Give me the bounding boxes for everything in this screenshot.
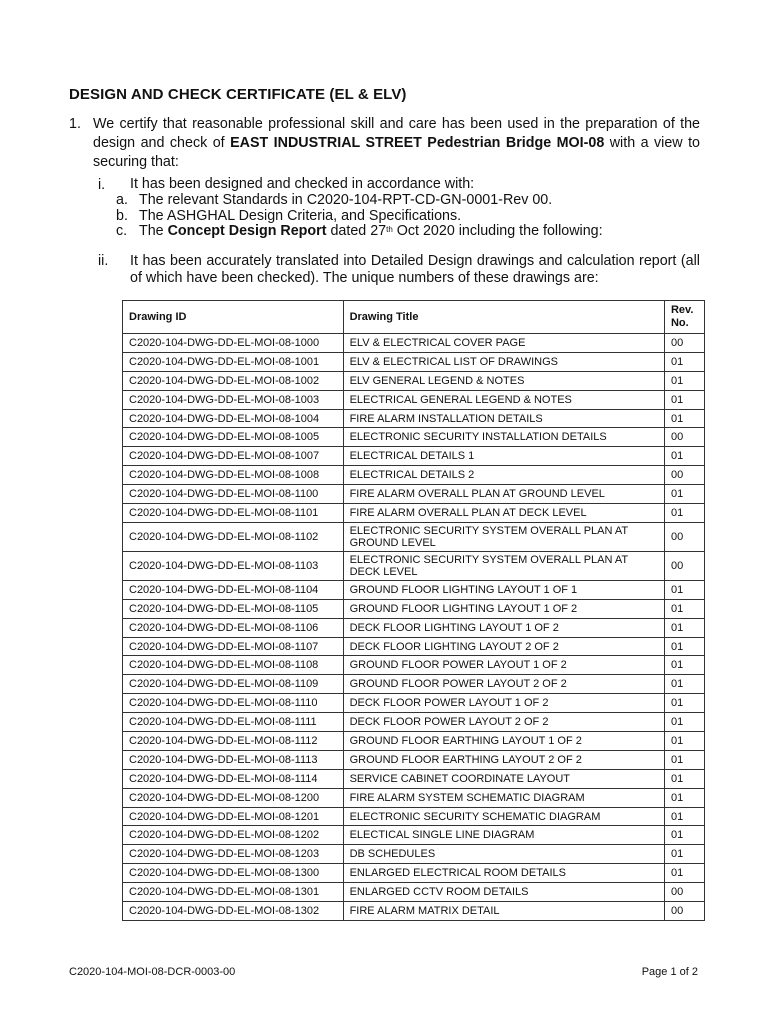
drawing-title-cell: ELV GENERAL LEGEND & NOTES	[343, 371, 664, 390]
table-row	[123, 428, 705, 447]
rev-no-cell: 00	[664, 428, 704, 447]
drawing-id-cell: C2020-104-DWG-DD-EL-MOI-08-1002	[123, 371, 344, 390]
table-row	[123, 522, 705, 551]
drawing-id-cell: C2020-104-DWG-DD-EL-MOI-08-1105	[123, 599, 344, 618]
table-row	[123, 599, 705, 618]
item-i-text: It has been designed and checked in accordance with:	[130, 176, 475, 192]
item-i-number: i.	[98, 177, 106, 193]
table-row	[123, 902, 705, 921]
drawing-title-cell: ENLARGED CCTV ROOM DETAILS	[343, 883, 664, 902]
table-row	[123, 769, 705, 788]
rev-no-cell: 00	[664, 466, 704, 485]
table-row	[123, 675, 705, 694]
rev-no-cell: 01	[664, 352, 704, 371]
table-row	[123, 826, 705, 845]
paragraph-number: 1.	[69, 116, 81, 132]
item-ii-number: ii.	[98, 253, 109, 269]
drawing-title-cell: GROUND FLOOR LIGHTING LAYOUT 1 OF 2	[343, 599, 664, 618]
table-row	[123, 713, 705, 732]
drawing-id-cell: C2020-104-DWG-DD-EL-MOI-08-1005	[123, 428, 344, 447]
drawing-id-cell: C2020-104-DWG-DD-EL-MOI-08-1001	[123, 352, 344, 371]
table-row	[123, 732, 705, 751]
table-row	[123, 580, 705, 599]
rev-no-cell: 01	[664, 845, 704, 864]
paragraph-text-end: with a view to securing that:	[93, 135, 700, 170]
table-row	[123, 551, 705, 580]
drawing-id-cell: C2020-104-DWG-DD-EL-MOI-08-1101	[123, 504, 344, 523]
report-name: Concept Design Report	[167, 223, 327, 239]
list-item-b: The ASHGHAL Design Criteria, and Specifications.	[139, 207, 462, 224]
drawing-id-cell: C2020-104-DWG-DD-EL-MOI-08-1300	[123, 864, 344, 883]
page-title: DESIGN AND CHECK CERTIFICATE (EL & ELV)	[69, 86, 407, 103]
drawing-id-cell: C2020-104-DWG-DD-EL-MOI-08-1103	[123, 551, 344, 580]
rev-no-cell: 01	[664, 504, 704, 523]
list-item-c-pre: The	[139, 223, 168, 239]
drawing-title-cell: ELECTRICAL DETAILS 1	[343, 447, 664, 466]
rev-no-cell: 01	[664, 580, 704, 599]
table-row	[123, 750, 705, 769]
table-row	[123, 447, 705, 466]
header-drawing-title: Drawing Title	[343, 301, 664, 334]
rev-no-cell: 01	[664, 675, 704, 694]
header-drawing-id: Drawing ID	[123, 301, 344, 334]
table-row	[123, 334, 705, 353]
drawing-title-cell: GROUND FLOOR LIGHTING LAYOUT 1 OF 1	[343, 580, 664, 599]
drawing-id-cell: C2020-104-DWG-DD-EL-MOI-08-1109	[123, 675, 344, 694]
drawings-table	[122, 300, 705, 921]
list-letter-a: a.	[116, 192, 128, 208]
rev-no-cell: 01	[664, 485, 704, 504]
table-header-row	[123, 301, 705, 334]
drawing-title-cell: ELECTRICAL DETAILS 2	[343, 466, 664, 485]
rev-no-cell: 01	[664, 694, 704, 713]
table-row	[123, 618, 705, 637]
drawing-id-cell: C2020-104-DWG-DD-EL-MOI-08-1203	[123, 845, 344, 864]
drawing-title-cell: SERVICE CABINET COORDINATE LAYOUT	[343, 769, 664, 788]
date-suffix: th	[386, 225, 393, 234]
drawing-id-cell: C2020-104-DWG-DD-EL-MOI-08-1202	[123, 826, 344, 845]
drawing-title-cell: DB SCHEDULES	[343, 845, 664, 864]
rev-no-cell: 01	[664, 864, 704, 883]
table-row	[123, 864, 705, 883]
rev-no-cell: 01	[664, 788, 704, 807]
drawing-id-cell: C2020-104-DWG-DD-EL-MOI-08-1104	[123, 580, 344, 599]
drawing-id-cell: C2020-104-DWG-DD-EL-MOI-08-1000	[123, 334, 344, 353]
paragraph-text-start: We certify that reasonable professional skill and care has been used in the preparation of the design and check of	[93, 116, 700, 151]
table-row	[123, 656, 705, 675]
rev-no-cell: 01	[664, 713, 704, 732]
drawing-title-cell: GROUND FLOOR POWER LAYOUT 2 OF 2	[343, 675, 664, 694]
rev-no-cell: 01	[664, 656, 704, 675]
rev-no-cell: 00	[664, 551, 704, 580]
drawing-id-cell: C2020-104-DWG-DD-EL-MOI-08-1108	[123, 656, 344, 675]
drawing-id-cell: C2020-104-DWG-DD-EL-MOI-08-1106	[123, 618, 344, 637]
list-letter-c: c.	[116, 223, 128, 239]
table-row	[123, 409, 705, 428]
rev-no-cell: 01	[664, 769, 704, 788]
drawing-title-cell: FIRE ALARM SYSTEM SCHEMATIC DIAGRAM	[343, 788, 664, 807]
drawing-title-cell: ELECTRONIC SECURITY SYSTEM OVERALL PLAN AT GROUND LEVEL	[343, 522, 664, 551]
drawing-title-cell: ELECTRONIC SECURITY INSTALLATION DETAILS	[343, 428, 664, 447]
table-row	[123, 807, 705, 826]
table-row	[123, 371, 705, 390]
drawing-id-cell: C2020-104-DWG-DD-EL-MOI-08-1004	[123, 409, 344, 428]
drawing-title-cell: GROUND FLOOR EARTHING LAYOUT 2 OF 2	[343, 750, 664, 769]
certification-paragraph	[69, 115, 700, 172]
rev-no-cell: 01	[664, 807, 704, 826]
rev-no-cell: 00	[664, 522, 704, 551]
drawing-id-cell: C2020-104-DWG-DD-EL-MOI-08-1201	[123, 807, 344, 826]
drawing-title-cell: GROUND FLOOR POWER LAYOUT 1 OF 2	[343, 656, 664, 675]
drawing-title-cell: FIRE ALARM INSTALLATION DETAILS	[343, 409, 664, 428]
drawing-title-cell: ELECTRONIC SECURITY SCHEMATIC DIAGRAM	[343, 807, 664, 826]
rev-no-cell: 00	[664, 883, 704, 902]
item-ii-text: It has been accurately translated into Detailed Design drawings and calculation report (all of which have been checked). The unique numbers of these drawings are:	[130, 253, 700, 286]
rev-no-cell: 00	[664, 902, 704, 921]
list-item-c	[139, 224, 603, 240]
table-row	[123, 845, 705, 864]
rev-no-cell: 01	[664, 409, 704, 428]
list-letter-b: b.	[116, 207, 128, 224]
rev-no-cell: 01	[664, 371, 704, 390]
page-number: Page 1 of 2	[641, 966, 698, 978]
drawing-id-cell: C2020-104-DWG-DD-EL-MOI-08-1102	[123, 522, 344, 551]
drawing-id-cell: C2020-104-DWG-DD-EL-MOI-08-1111	[123, 713, 344, 732]
drawing-title-cell: FIRE ALARM OVERALL PLAN AT GROUND LEVEL	[343, 485, 664, 504]
drawing-title-cell: FIRE ALARM OVERALL PLAN AT DECK LEVEL	[343, 504, 664, 523]
drawing-id-cell: C2020-104-DWG-DD-EL-MOI-08-1100	[123, 485, 344, 504]
document-number: C2020-104-MOI-08-DCR-0003-00	[69, 966, 236, 978]
drawing-title-cell: ENLARGED ELECTRICAL ROOM DETAILS	[343, 864, 664, 883]
drawing-title-cell: DECK FLOOR LIGHTING LAYOUT 2 OF 2	[343, 637, 664, 656]
table-row	[123, 390, 705, 409]
drawing-id-cell: C2020-104-DWG-DD-EL-MOI-08-1112	[123, 732, 344, 751]
paragraph-text	[93, 115, 700, 172]
list-item-a: The relevant Standards in C2020-104-RPT-CD-GN-0001-Rev 00.	[139, 192, 553, 208]
drawing-id-cell: C2020-104-DWG-DD-EL-MOI-08-1114	[123, 769, 344, 788]
drawing-id-cell: C2020-104-DWG-DD-EL-MOI-08-1302	[123, 902, 344, 921]
rev-no-cell: 01	[664, 390, 704, 409]
table-row	[123, 694, 705, 713]
table-row	[123, 637, 705, 656]
drawing-title-cell: GROUND FLOOR EARTHING LAYOUT 1 OF 2	[343, 732, 664, 751]
drawing-title-cell: DECK FLOOR LIGHTING LAYOUT 1 OF 2	[343, 618, 664, 637]
table-row	[123, 352, 705, 371]
rev-no-cell: 01	[664, 750, 704, 769]
rev-no-cell: 00	[664, 334, 704, 353]
table-row	[123, 485, 705, 504]
drawing-id-cell: C2020-104-DWG-DD-EL-MOI-08-1113	[123, 750, 344, 769]
table-row	[123, 788, 705, 807]
drawing-title-cell: ELECTRONIC SECURITY SYSTEM OVERALL PLAN AT DECK LEVEL	[343, 551, 664, 580]
rev-no-cell: 01	[664, 599, 704, 618]
drawing-id-cell: C2020-104-DWG-DD-EL-MOI-08-1200	[123, 788, 344, 807]
drawing-title-cell: ELECTRICAL GENERAL LEGEND & NOTES	[343, 390, 664, 409]
drawing-title-cell: ELV & ELECTRICAL COVER PAGE	[343, 334, 664, 353]
drawing-id-cell: C2020-104-DWG-DD-EL-MOI-08-1007	[123, 447, 344, 466]
drawing-id-cell: C2020-104-DWG-DD-EL-MOI-08-1301	[123, 883, 344, 902]
rev-no-cell: 01	[664, 618, 704, 637]
drawing-title-cell: ELECTICAL SINGLE LINE DIAGRAM	[343, 826, 664, 845]
rev-no-cell: 01	[664, 732, 704, 751]
project-name: EAST INDUSTRIAL STREET Pedestrian Bridge MOI-08	[230, 135, 605, 151]
drawing-id-cell: C2020-104-DWG-DD-EL-MOI-08-1107	[123, 637, 344, 656]
rev-no-cell: 01	[664, 637, 704, 656]
drawing-title-cell: FIRE ALARM MATRIX DETAIL	[343, 902, 664, 921]
header-rev-no: Rev. No.	[664, 301, 704, 334]
list-item-c-post: Oct 2020 including the following:	[392, 223, 603, 239]
drawing-id-cell: C2020-104-DWG-DD-EL-MOI-08-1008	[123, 466, 344, 485]
drawing-id-cell: C2020-104-DWG-DD-EL-MOI-08-1003	[123, 390, 344, 409]
drawing-title-cell: DECK FLOOR POWER LAYOUT 1 OF 2	[343, 694, 664, 713]
drawing-title-cell: ELV & ELECTRICAL LIST OF DRAWINGS	[343, 352, 664, 371]
drawing-id-cell: C2020-104-DWG-DD-EL-MOI-08-1110	[123, 694, 344, 713]
rev-no-cell: 01	[664, 826, 704, 845]
list-item-c-mid: dated 27	[326, 223, 387, 239]
table-row	[123, 504, 705, 523]
rev-no-cell: 01	[664, 447, 704, 466]
table-row	[123, 466, 705, 485]
table-row	[123, 883, 705, 902]
drawing-title-cell: DECK FLOOR POWER LAYOUT 2 OF 2	[343, 713, 664, 732]
